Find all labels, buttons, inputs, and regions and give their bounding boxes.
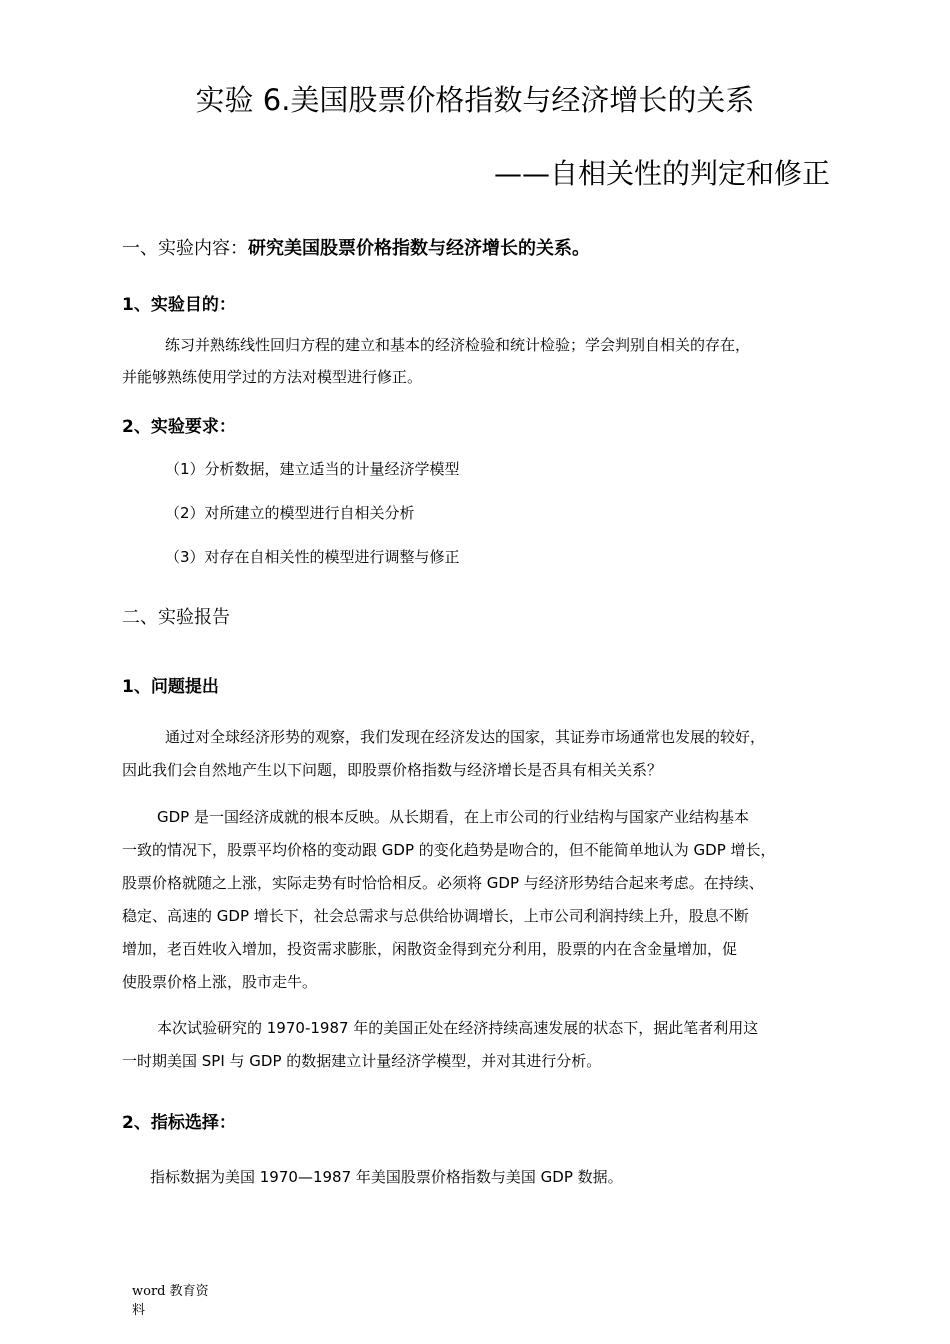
indicators-text: 指标数据为美国 1970—1987 年美国股票价格指数与美国 GDP 数据。: [150, 1168, 623, 1186]
paragraph-line: 稳定、高速的 GDP 增长下，社会总需求与总供给协调增长，上市公司利润持续上升，股息不断: [122, 907, 749, 925]
paragraph-line: 通过对全球经济形势的观察，我们发现在经济发达的国家，其证券市场通常也发展的较好，: [165, 728, 766, 746]
paragraph-line: 股票价格就随之上涨，实际走势有时恰恰相反。必须将 GDP 与经济形势结合起来考虑。在持续、: [122, 874, 764, 892]
section-content-heading: [122, 234, 590, 260]
paragraph-line: 本次试验研究的 1970-1987 年的美国正处在经济持续高速发展的状态下，据此笔者利用这: [157, 1019, 759, 1037]
paragraph-line: 使股票价格上涨，股市走牛。: [122, 973, 318, 991]
document-title: 实验 6.美国股票价格指数与经济增长的关系: [195, 83, 755, 117]
document-subtitle: ——自相关性的判定和修正: [493, 157, 830, 190]
paragraph-line: 一致的情况下，股票平均价格的变动跟 GDP 的变化趋势是吻合的，但不能简单地认为 GDP 增长，: [122, 841, 776, 859]
purpose-line: 并能够熟练使用学过的方法对模型进行修正。: [122, 368, 423, 386]
problem-heading: 1、问题提出: [122, 677, 219, 697]
section-content-topic: 研究美国股票价格指数与经济增长的关系。: [248, 238, 590, 259]
requirement-item: （2）对所建立的模型进行自相关分析: [165, 504, 415, 522]
indicators-heading: 2、指标选择：: [122, 1113, 236, 1133]
paragraph-line: 增加，老百姓收入增加，投资需求膨胀，闲散资金得到充分利用，股票的内在含金量增加，促: [122, 940, 738, 958]
section-content-prefix: 一、实验内容：: [122, 238, 248, 259]
section-report-heading: 二、实验报告: [122, 607, 230, 628]
page-footer: [132, 1282, 209, 1320]
purpose-heading: 1、实验目的：: [122, 295, 236, 315]
paragraph-line: 因此我们会自然地产生以下问题，即股票价格指数与经济增长是否具有相关关系？: [122, 761, 663, 779]
requirement-item: （3）对存在自相关性的模型进行调整与修正: [165, 548, 460, 566]
footer-line: 料: [132, 1303, 146, 1318]
requirements-heading: 2、实验要求：: [122, 417, 236, 437]
paragraph-line: GDP 是一国经济成就的根本反映。从长期看，在上市公司的行业结构与国家产业结构基本: [157, 808, 749, 826]
purpose-line: 练习并熟练线性回归方程的建立和基本的经济检验和统计检验；学会判别自相关的存在，: [165, 336, 751, 354]
paragraph-line: 一时期美国 SPI 与 GDP 的数据建立计量经济学模型，并对其进行分析。: [122, 1052, 602, 1070]
requirement-item: （1）分析数据，建立适当的计量经济学模型: [165, 460, 460, 478]
footer-line: word 教育资: [132, 1284, 209, 1299]
